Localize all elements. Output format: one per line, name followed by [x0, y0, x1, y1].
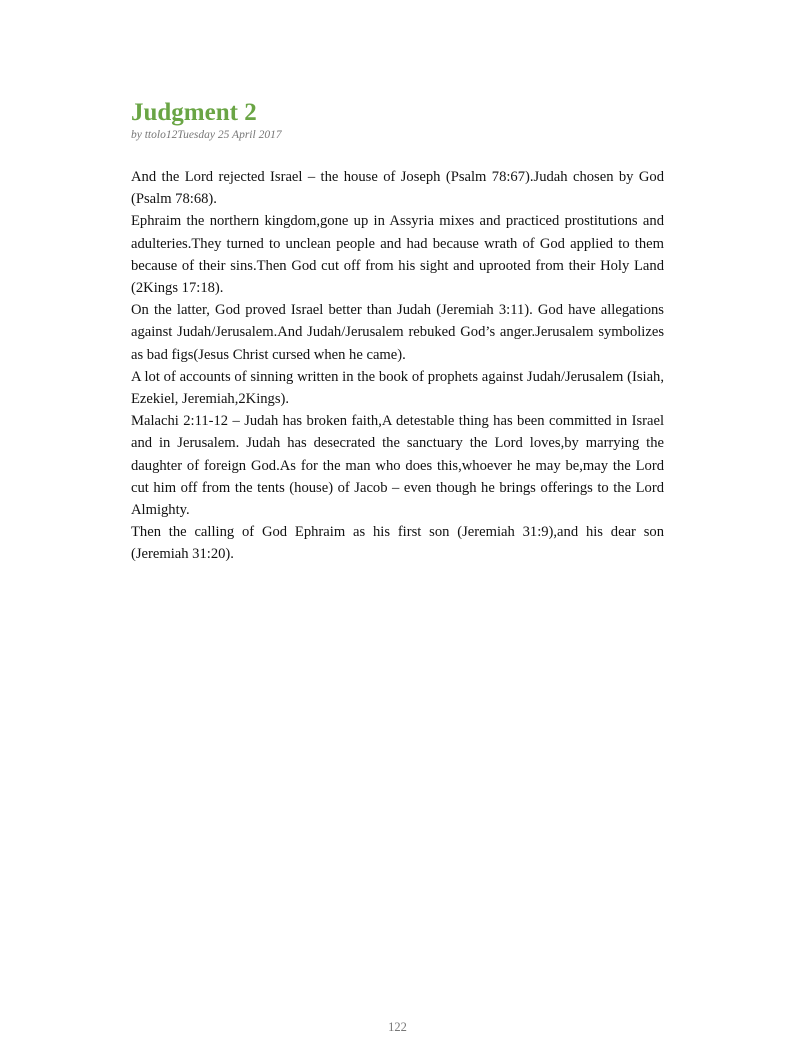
- article-header: [131, 98, 666, 142]
- body-paragraph: Ephraim the northern kingdom,gone up in Assyria mixes and practiced prostitutions and adulteries.They turned to unclean people and had because wrath of God applied to them because of their sins.Then God cut off from his sight and uprooted from their Holy Land (2Kings 17:18).: [131, 213, 664, 297]
- article-title: Judgment 2: [131, 99, 257, 126]
- body-paragraph: Malachi 2:11-12 – Judah has broken faith,A detestable thing has been committed in Israel and in Jerusalem. Judah has desecrated the sanctuary the Lord loves,by marrying the daughter of foreign God.As for the man who does this,whoever he may be,may the Lord cut him off from the tents (house) of Jacob – even though he brings offerings to the Lord Almighty.: [131, 413, 664, 519]
- body-paragraph: And the Lord rejected Israel – the house of Joseph (Psalm 78:67).Judah chosen by God (Psalm 78:68).: [131, 169, 664, 208]
- body-paragraph: A lot of accounts of sinning written in the book of prophets against Judah/Jerusalem (Isiah, Ezekiel, Jeremiah,2Kings).: [131, 368, 664, 408]
- body-paragraph: Then the calling of God Ephraim as his first son (Jeremiah 31:9),and his dear son (Jeremiah 31:20).: [131, 524, 664, 563]
- article-body: [131, 166, 664, 566]
- body-paragraph: On the latter, God proved Israel better than Judah (Jeremiah 3:11). God have allegations against Judah/Jerusalem.And Judah/Jerusalem rebuked God’s anger.Jerusalem symbolizes as bad figs(Jesus Christ cursed when he came).: [131, 302, 664, 363]
- page-number: 122: [388, 1020, 407, 1034]
- article-byline: by ttolo12Tuesday 25 April 2017: [131, 129, 282, 141]
